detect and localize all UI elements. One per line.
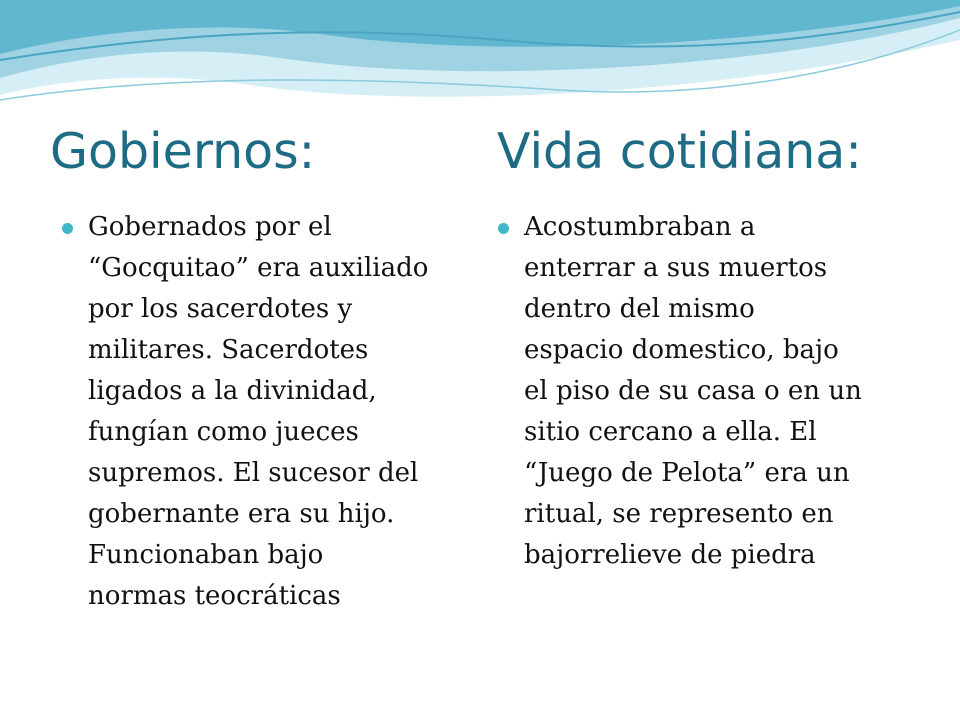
heading-vida-cotidiana: Vida cotidiana: [497,123,862,180]
bullet-text-gobiernos: Gobernados por el “Gocquitao” era auxiliado por los sacerdotes y militares. Sacerdotes ligados a la divinidad, fungían como jueces supremos. El sucesor del gobernante era su hijo. Funcionaban bajo normas teocráticas [88,212,429,611]
bullet-dot-icon [498,223,509,234]
header-wave-decoration [0,0,960,115]
right-column [498,207,908,576]
bullet-item [498,207,908,576]
bullet-item [62,207,454,617]
heading-gobiernos: Gobiernos: [50,123,316,180]
left-column [62,207,454,617]
bullet-dot-icon [62,223,73,234]
bullet-text-vida-cotidiana: Acostumbraban a enterrar a sus muertos dentro del mismo espacio domestico, bajo el piso de su casa o en un sitio cercano a ella. El “Juego de Pelota” era un ritual, se represento en bajorrelieve de piedra [524,212,862,570]
